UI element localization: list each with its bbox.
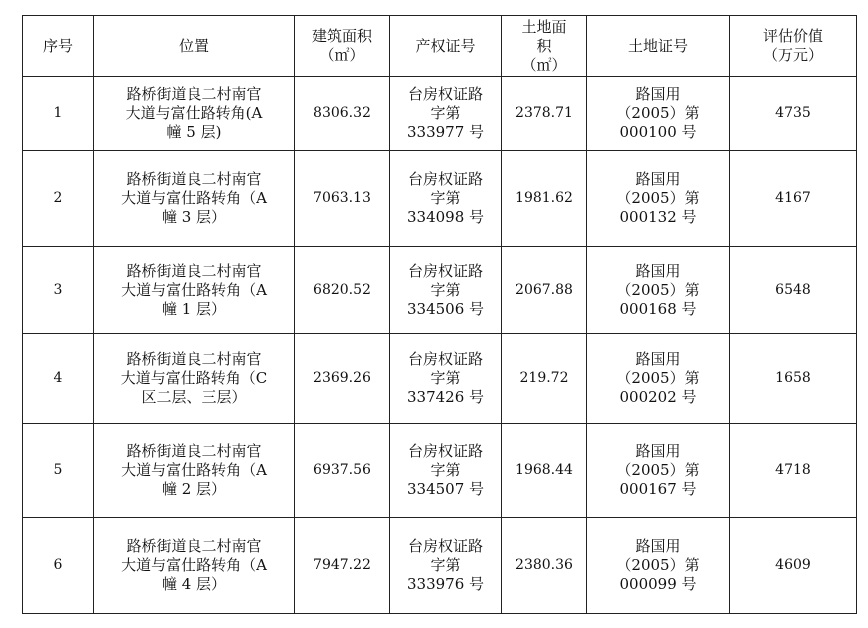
cell-location: 路桥街道良二村南官 大道与富仕路转角（C 区二层、三层） bbox=[94, 334, 295, 424]
cell-land-area: 2380.36 bbox=[502, 518, 587, 614]
cell-building-area: 7063.13 bbox=[295, 151, 390, 247]
header-valuation: 评估价值 （万元） bbox=[730, 16, 857, 77]
header-land-cert: 土地证号 bbox=[587, 16, 730, 77]
cell-valuation: 1658 bbox=[730, 334, 857, 424]
table-row bbox=[23, 151, 857, 247]
cell-building-area: 8306.32 bbox=[295, 77, 390, 151]
cell-valuation: 4735 bbox=[730, 77, 857, 151]
header-land-area: 土地面 积 （㎡） bbox=[502, 16, 587, 77]
cell-index: 6 bbox=[23, 518, 94, 614]
cell-land-area: 219.72 bbox=[502, 334, 587, 424]
cell-index: 4 bbox=[23, 334, 94, 424]
table-row bbox=[23, 334, 857, 424]
cell-land-area: 1968.44 bbox=[502, 424, 587, 518]
cell-location: 路桥街道良二村南官 大道与富仕路转角（A 幢 2 层） bbox=[94, 424, 295, 518]
cell-building-area: 6937.56 bbox=[295, 424, 390, 518]
table-row bbox=[23, 518, 857, 614]
cell-land-cert: 路国用 （2005）第 000168 号 bbox=[587, 247, 730, 334]
cell-property-cert: 台房权证路 字第 334507 号 bbox=[390, 424, 502, 518]
cell-location: 路桥街道良二村南官 大道与富仕路转角（A 幢 1 层） bbox=[94, 247, 295, 334]
cell-index: 3 bbox=[23, 247, 94, 334]
cell-property-cert: 台房权证路 字第 333977 号 bbox=[390, 77, 502, 151]
cell-land-cert: 路国用 （2005）第 000202 号 bbox=[587, 334, 730, 424]
cell-land-cert: 路国用 （2005）第 000167 号 bbox=[587, 424, 730, 518]
cell-building-area: 6820.52 bbox=[295, 247, 390, 334]
cell-property-cert: 台房权证路 字第 337426 号 bbox=[390, 334, 502, 424]
cell-valuation: 4167 bbox=[730, 151, 857, 247]
header-location: 位置 bbox=[94, 16, 295, 77]
cell-building-area: 2369.26 bbox=[295, 334, 390, 424]
cell-land-cert: 路国用 （2005）第 000100 号 bbox=[587, 77, 730, 151]
header-row bbox=[23, 16, 857, 77]
cell-land-cert: 路国用 （2005）第 000099 号 bbox=[587, 518, 730, 614]
cell-index: 1 bbox=[23, 77, 94, 151]
cell-valuation: 4609 bbox=[730, 518, 857, 614]
cell-land-cert: 路国用 （2005）第 000132 号 bbox=[587, 151, 730, 247]
cell-building-area: 7947.22 bbox=[295, 518, 390, 614]
property-valuation-table bbox=[22, 15, 857, 614]
cell-property-cert: 台房权证路 字第 333976 号 bbox=[390, 518, 502, 614]
header-index: 序号 bbox=[23, 16, 94, 77]
cell-property-cert: 台房权证路 字第 334506 号 bbox=[390, 247, 502, 334]
cell-land-area: 1981.62 bbox=[502, 151, 587, 247]
cell-location: 路桥街道良二村南官 大道与富仕路转角（A 幢 4 层） bbox=[94, 518, 295, 614]
cell-land-area: 2067.88 bbox=[502, 247, 587, 334]
cell-property-cert: 台房权证路 字第 334098 号 bbox=[390, 151, 502, 247]
cell-valuation: 6548 bbox=[730, 247, 857, 334]
cell-index: 2 bbox=[23, 151, 94, 247]
cell-valuation: 4718 bbox=[730, 424, 857, 518]
cell-land-area: 2378.71 bbox=[502, 77, 587, 151]
cell-location: 路桥街道良二村南官 大道与富仕路转角（A 幢 3 层） bbox=[94, 151, 295, 247]
table-row bbox=[23, 77, 857, 151]
header-property-cert: 产权证号 bbox=[390, 16, 502, 77]
table-row bbox=[23, 247, 857, 334]
cell-index: 5 bbox=[23, 424, 94, 518]
header-building-area: 建筑面积 （㎡） bbox=[295, 16, 390, 77]
cell-location: 路桥街道良二村南官 大道与富仕路转角(A 幢 5 层) bbox=[94, 77, 295, 151]
table-row bbox=[23, 424, 857, 518]
